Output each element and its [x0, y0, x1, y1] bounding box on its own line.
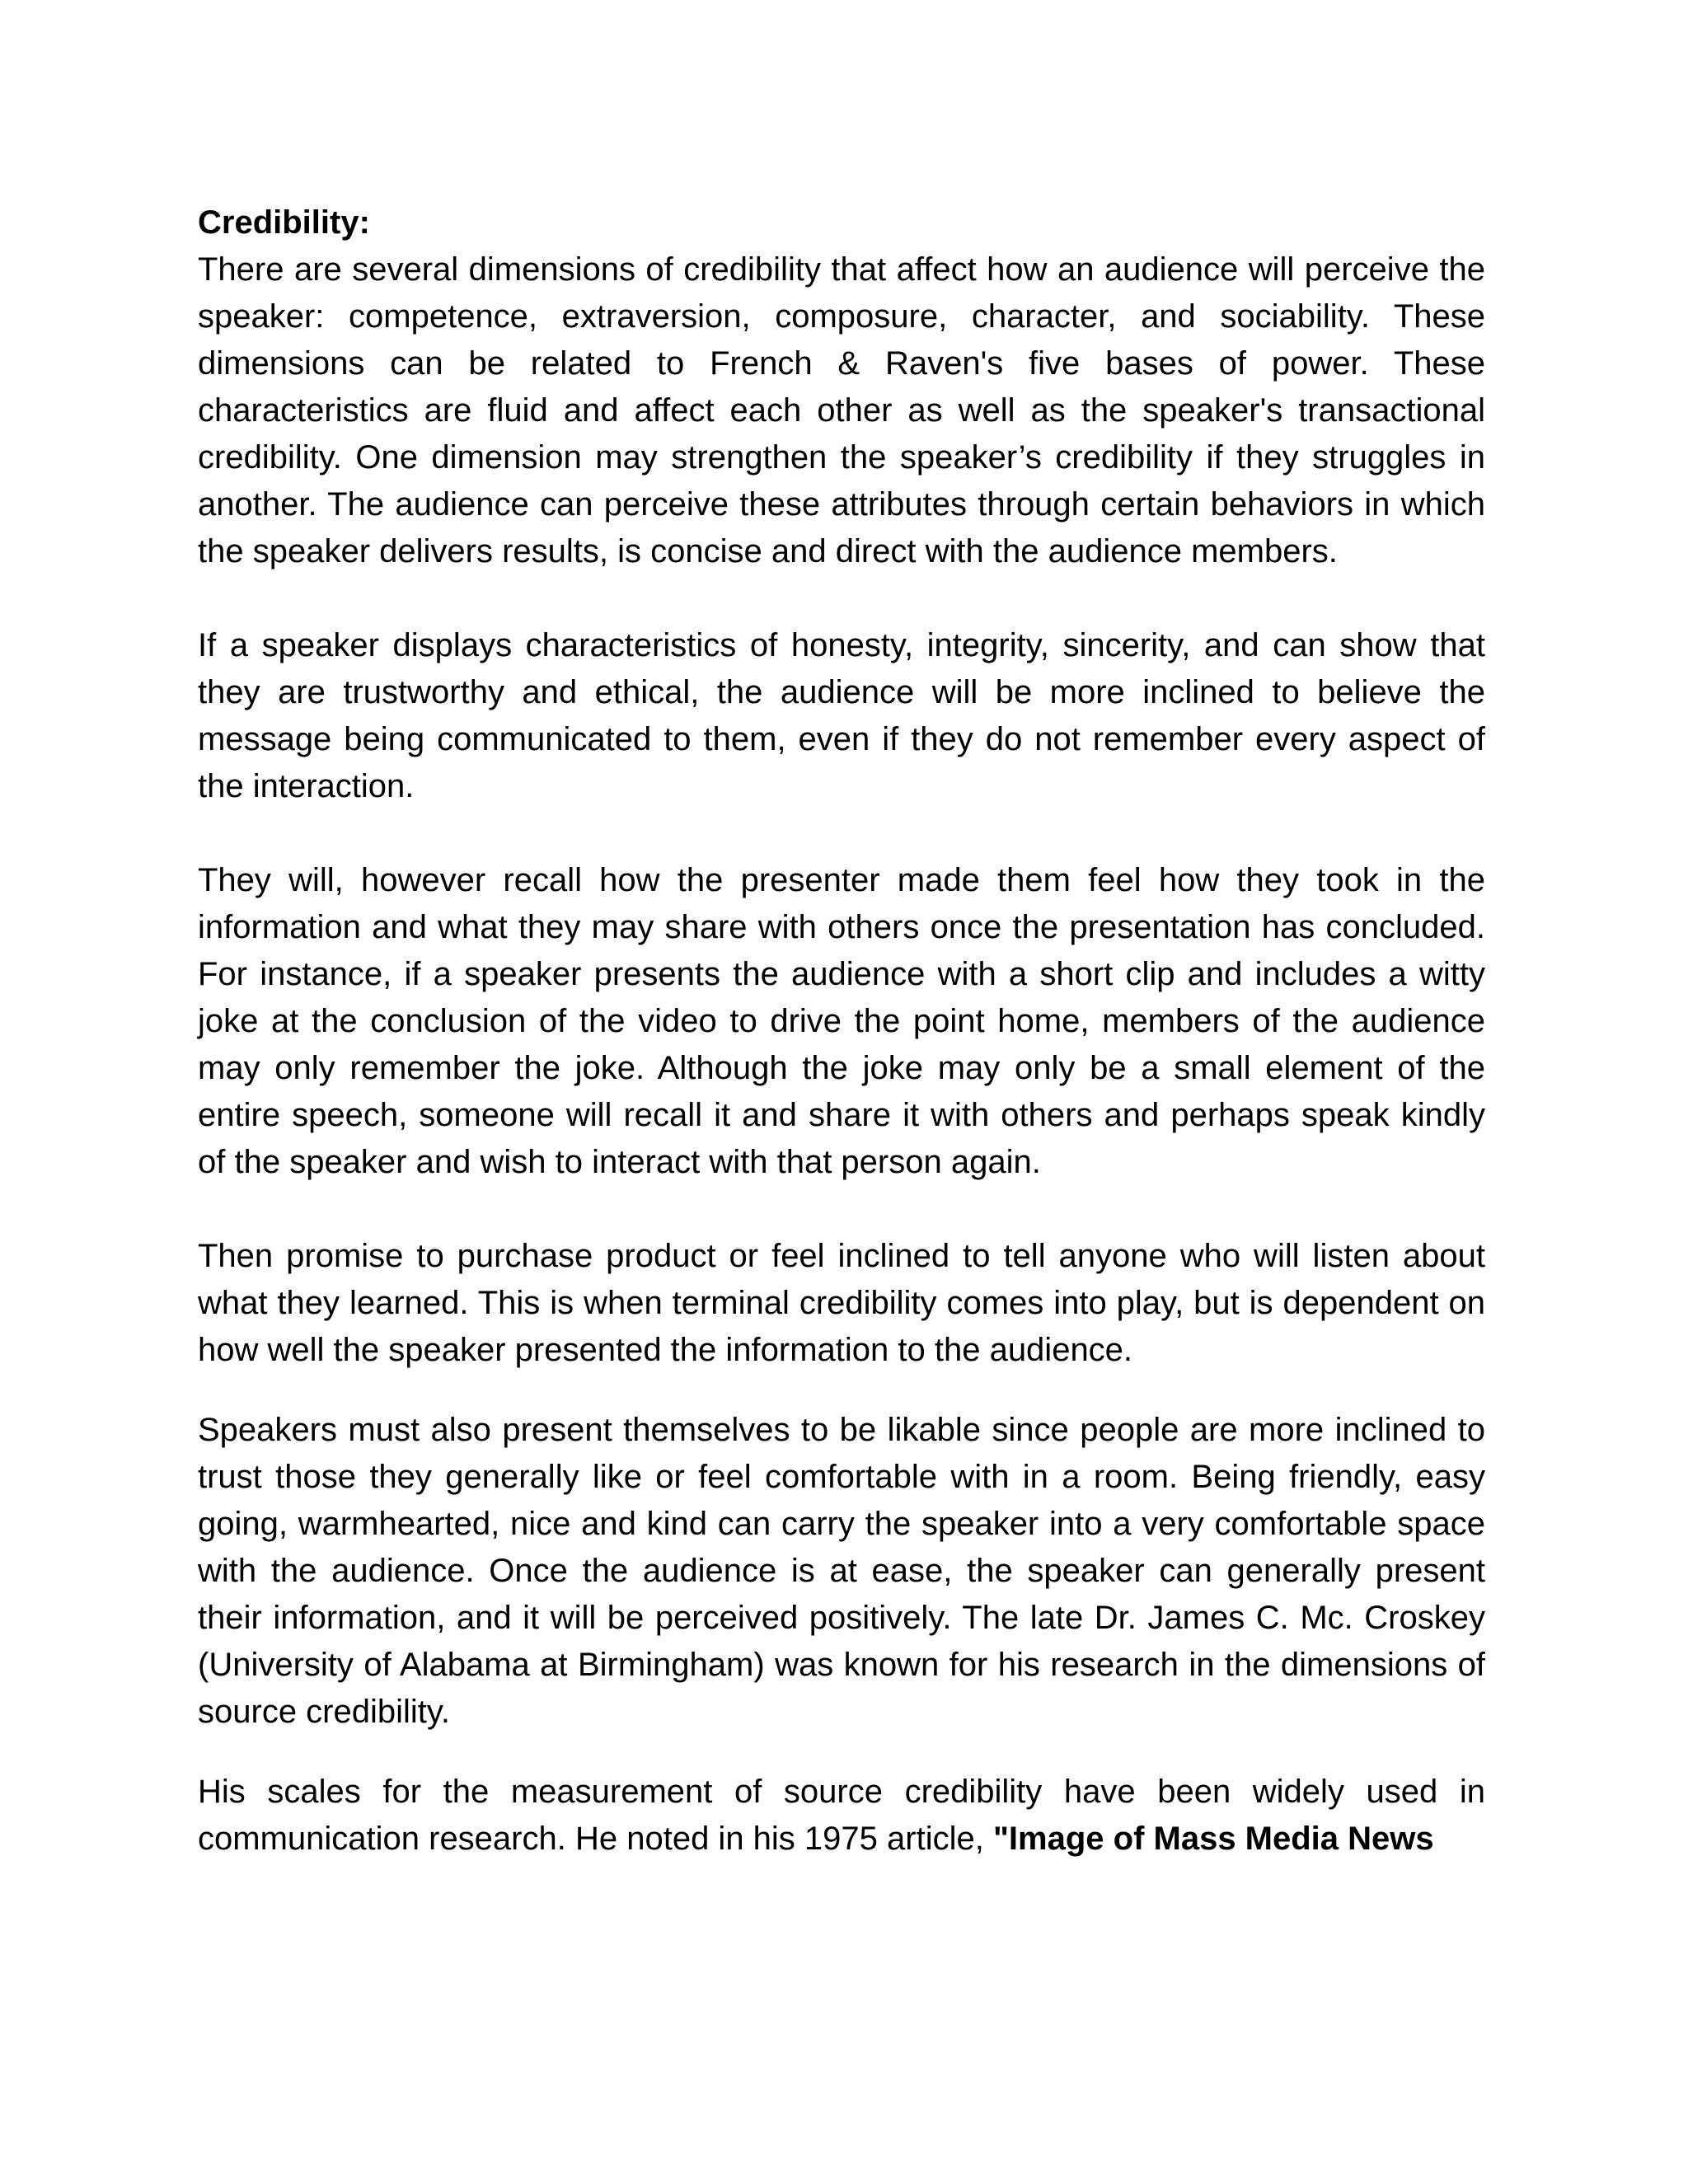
paragraph-scales	[198, 1769, 1485, 1863]
paragraph-honesty: If a speaker displays characteristics of honesty, integrity, sincerity, and can show that they are trustworthy and ethical, the audience will be more inclined to believe the message being communicated to them, even if they do not remember every aspect of the interaction.	[198, 627, 1485, 804]
paragraph-recall: They will, however recall how the presenter made them feel how they took in the information and what they may share with others once the presentation has concluded. For instance, if a speaker presents the audience with a short clip and includes a witty joke at the conclusion of the video to drive the point home, members of the audience may only remember the joke. Although the joke may only be a small element of the entire speech, someone will recall it and share it with others and perhaps speak kindly of the speaker and wish to interact with that person again.	[198, 862, 1485, 1180]
paragraph-likability: Speakers must also present themselves to be likable since people are more inclined to trust those they generally like or feel comfortable with in a room. Being friendly, easy going, warmhearted, nice and kind can carry the speaker into a very comfortable space with the audience. Once the audience is at ease, the speaker can generally present their information, and it will be perceived positively. The late Dr. James C. Mc. Croskey (University of Alabama at Birmingham) was known for his research in the dimensions of source credibility.	[198, 1412, 1485, 1730]
paragraph-scales-text: His scales for the measurement of source credibility have been widely used in communication research. He noted in his 1975 article,	[198, 1774, 1485, 1857]
document-body	[198, 199, 1485, 1863]
article-title: "Image of Mass Media News	[992, 1821, 1434, 1857]
paragraph-terminal-credibility: Then promise to purchase product or feel inclined to tell anyone who will listen about what they learned. This is when terminal credibility comes into play, but is dependent on how well the speaker presented the information to the audience.	[198, 1238, 1485, 1368]
paragraph-dimensions: There are several dimensions of credibility that affect how an audience will perceive the speaker: competence, extraversion, composure, character, and sociability. These dimensions can be related to French & Raven's five bases of power. These characteristics are fluid and affect each other as well as the speaker's transactional credibility. One dimension may strengthen the speaker’s credibility if they struggles in another. The audience can perceive these attributes through certain behaviors in which the speaker delivers results, is concise and direct with the audience members.	[198, 251, 1485, 569]
section-heading: Credibility:	[198, 204, 370, 241]
